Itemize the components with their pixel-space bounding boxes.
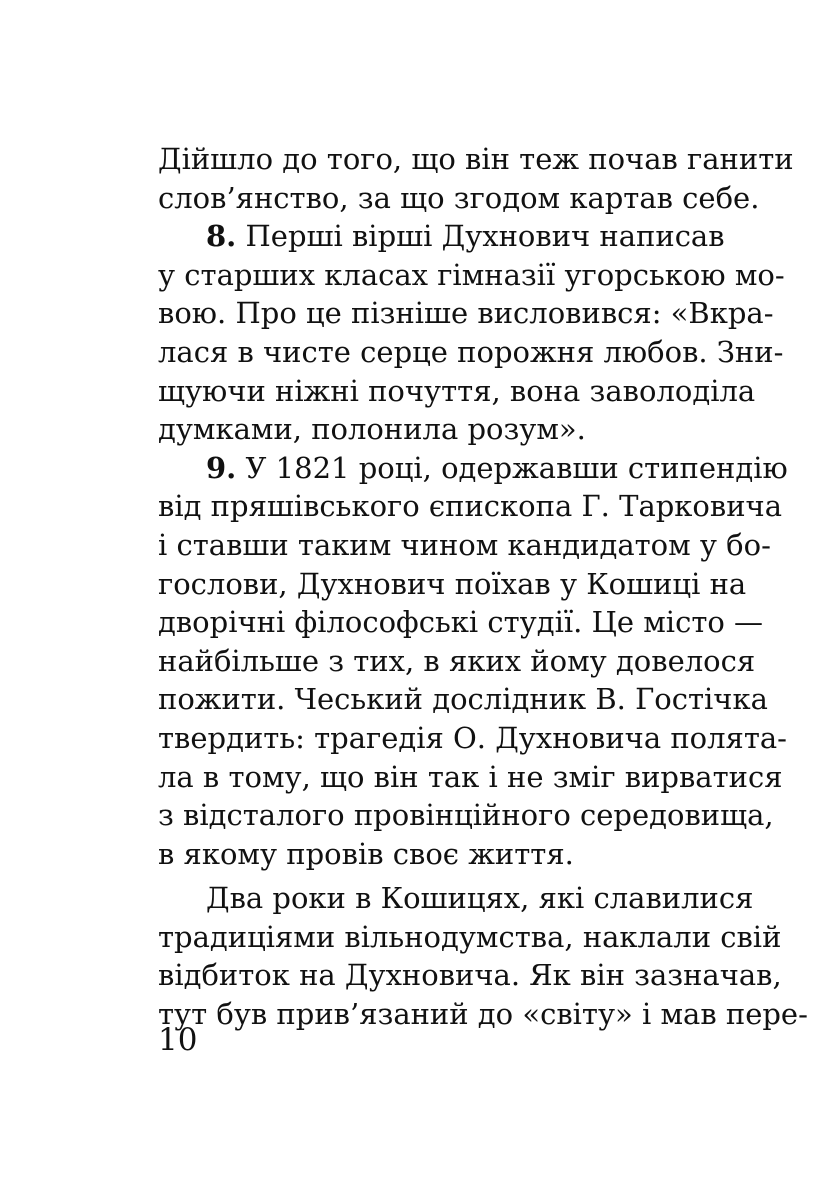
text-line: ла в тому, що він так і не зміг вирватися	[158, 759, 783, 794]
text-line: традиціями вільнодумства, наклали свій	[158, 919, 782, 954]
text-line: щуючи ніжні почуття, вона заволоділа	[158, 373, 756, 408]
text-line: дворічні філософські студії. Це місто —	[158, 605, 764, 640]
paragraph-1	[158, 140, 794, 217]
text-line	[158, 217, 724, 256]
text-line-content: Перші вірші Духнович написав	[236, 219, 725, 254]
text-line: найбільше з тих, в яких йому довелося	[158, 643, 756, 678]
text-line: вою. Про це пізніше висловився: «Вкра-	[158, 296, 774, 331]
text-line: Дійшло до того, що він теж почав ганити	[158, 142, 794, 176]
page-body	[158, 140, 808, 1034]
text-line: пожити. Чеський дослідник В. Гостічка	[158, 682, 768, 717]
paragraph-2	[158, 217, 785, 449]
text-line: гослови, Духнович поїхав у Кошиці на	[158, 566, 747, 601]
text-line: з відсталого провінційного середовища,	[158, 798, 774, 833]
page-number: 10	[158, 1022, 198, 1058]
text-line: відбиток на Духновича. Як він зазначав,	[158, 958, 782, 993]
text-line: думками, полонила розум».	[158, 412, 586, 447]
text-line: тут був прив’язаний до «світу» і мав пере-	[158, 997, 808, 1032]
text-line: Два роки в Кошицях, які славилися	[206, 881, 754, 916]
text-line: і ставши таким чином кандидатом у бо-	[158, 527, 771, 562]
text-line: у старших класах гімназії угорською мо-	[158, 257, 785, 292]
text-line-content: У 1821 році, одержавши стипендію	[236, 450, 788, 485]
paragraph-number: 9.	[206, 450, 237, 485]
paragraph-number: 8.	[206, 219, 237, 254]
text-line: лася в чисте серце порожня любов. Зни-	[158, 334, 784, 369]
text-line: твердить: трагедія О. Духновича полята-	[158, 720, 787, 755]
text-line: слов’янство, за що згодом картав себе.	[158, 180, 760, 215]
text-line: від пряшівського єпископа Г. Тарковича	[158, 489, 783, 524]
text-line: в якому провів своє життя.	[158, 836, 574, 871]
paragraph-3	[158, 449, 788, 874]
paragraph-4	[158, 879, 808, 1033]
text-line	[158, 449, 788, 488]
